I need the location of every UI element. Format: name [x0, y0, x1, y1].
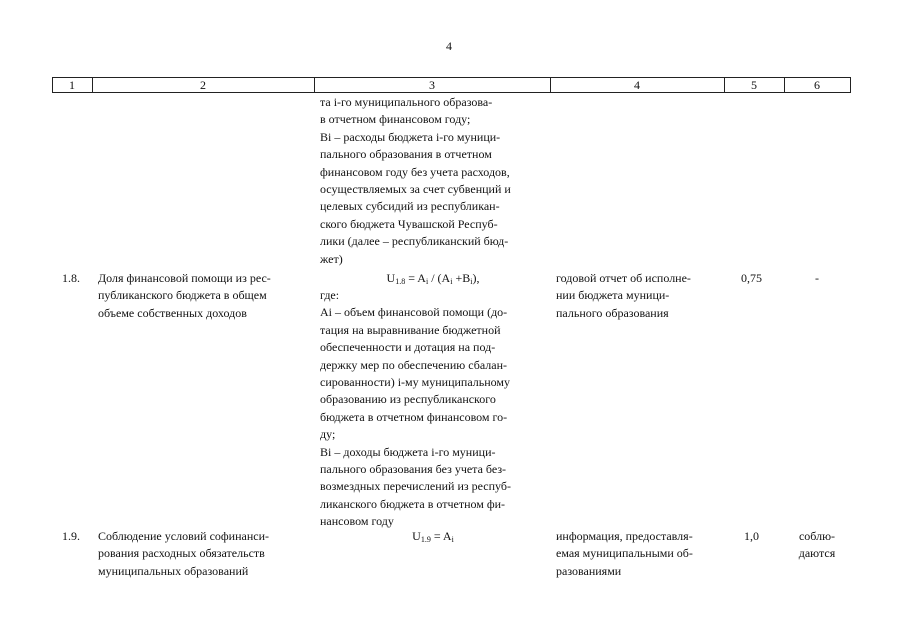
header-col-4: 4 — [634, 78, 640, 92]
formula-sub: i — [470, 277, 473, 286]
formula-part: / (A — [428, 271, 451, 285]
formula-description — [320, 287, 546, 531]
indicator-name — [98, 270, 310, 322]
formula-part: = A — [430, 529, 452, 543]
header-col-3: 3 — [429, 78, 435, 92]
header-col-1: 1 — [69, 78, 75, 92]
formula-sub: i — [450, 277, 453, 286]
text-line: образованию из республиканского — [320, 392, 496, 407]
text-line: нансовом году — [320, 514, 394, 529]
formula-sub: 1.8 — [395, 277, 406, 286]
text-line: ду; — [320, 427, 336, 442]
col6-value — [784, 528, 850, 563]
text-line: обеспеченности и дотация на под- — [320, 340, 496, 355]
text-line: в отчетном финансовом году; — [320, 112, 471, 127]
text-line: нии бюджета муници- — [556, 288, 670, 303]
text-line: Bi – доходы бюджета i-го муници- — [320, 444, 496, 459]
text-line: та i-го муниципального образова- — [320, 95, 493, 109]
text-line: целевых субсидий из республикан- — [320, 199, 500, 214]
text-line: лики (далее – республиканский бюд- — [320, 234, 509, 249]
indicator-name — [98, 528, 310, 580]
weight-value: 1,0 — [744, 529, 759, 543]
text-line: ского бюджета Чувашской Респуб- — [320, 216, 498, 231]
text-line: Bi – расходы бюджета i-го муници- — [320, 129, 501, 144]
header-col-5: 5 — [751, 78, 757, 92]
text-line: Доля финансовой помощи из рес- — [98, 271, 271, 285]
text-line: объеме собственных доходов — [98, 305, 247, 320]
data-source — [556, 528, 720, 580]
text-line: осуществляемых за счет субвенций и — [320, 182, 511, 197]
formula — [320, 528, 546, 548]
text-line: бюджета в отчетном финансовом го- — [320, 409, 508, 424]
text-line: сированности) i-му муниципальному — [320, 375, 511, 390]
page-number: 4 — [446, 39, 452, 53]
continuation-text — [320, 94, 546, 268]
row-number: 1.9. — [62, 529, 80, 543]
text-line: рования расходных обязательств — [98, 546, 265, 561]
data-source — [556, 270, 720, 322]
text-line: тация на выравнивание бюджетной — [320, 322, 501, 337]
formula-part: U — [386, 271, 396, 285]
text-line: годовой отчет об исполне- — [556, 271, 691, 285]
text-line: информация, предоставля- — [556, 529, 693, 543]
formula-part: +B — [452, 271, 471, 285]
formula-part: ), — [472, 271, 480, 285]
text-line: емая муниципальными об- — [556, 546, 693, 561]
text-line: муниципальных образований — [98, 563, 249, 578]
weight-value: 0,75 — [741, 271, 762, 285]
text-line: жет) — [320, 251, 343, 266]
text-line: где: — [320, 288, 340, 302]
header-col-6: 6 — [814, 78, 820, 92]
col6-value: - — [815, 271, 819, 285]
col-divider — [850, 77, 851, 93]
text-line: держку мер по обеспечению сбалан- — [320, 357, 507, 372]
text-line: возмездных перечислений из респуб- — [320, 479, 511, 494]
text-line: пального образования в отчетном — [320, 147, 492, 162]
header-col-2: 2 — [200, 78, 206, 92]
text-line: Ai – объем финансовой помощи (до- — [320, 305, 508, 320]
formula-part: = A — [405, 271, 426, 285]
text-line: финансовом году без учета расходов, — [320, 164, 510, 179]
formula-sub: i — [425, 277, 429, 286]
text-line: соблю- — [798, 529, 836, 543]
text-line: пального образования — [556, 305, 669, 320]
text-line: Соблюдение условий софинанси- — [98, 529, 270, 543]
text-line: разованиями — [556, 563, 622, 578]
formula-part: U — [412, 529, 421, 543]
formula-sub: i — [451, 535, 454, 544]
row-number: 1.8. — [62, 271, 80, 285]
text-line: пального образования без учета без- — [320, 462, 507, 477]
text-line: даются — [798, 546, 836, 561]
text-line: публиканского бюджета в общем — [98, 288, 267, 303]
formula-sub: 1.9 — [420, 535, 431, 544]
text-line: ликанского бюджета в отчетном фи- — [320, 496, 506, 511]
